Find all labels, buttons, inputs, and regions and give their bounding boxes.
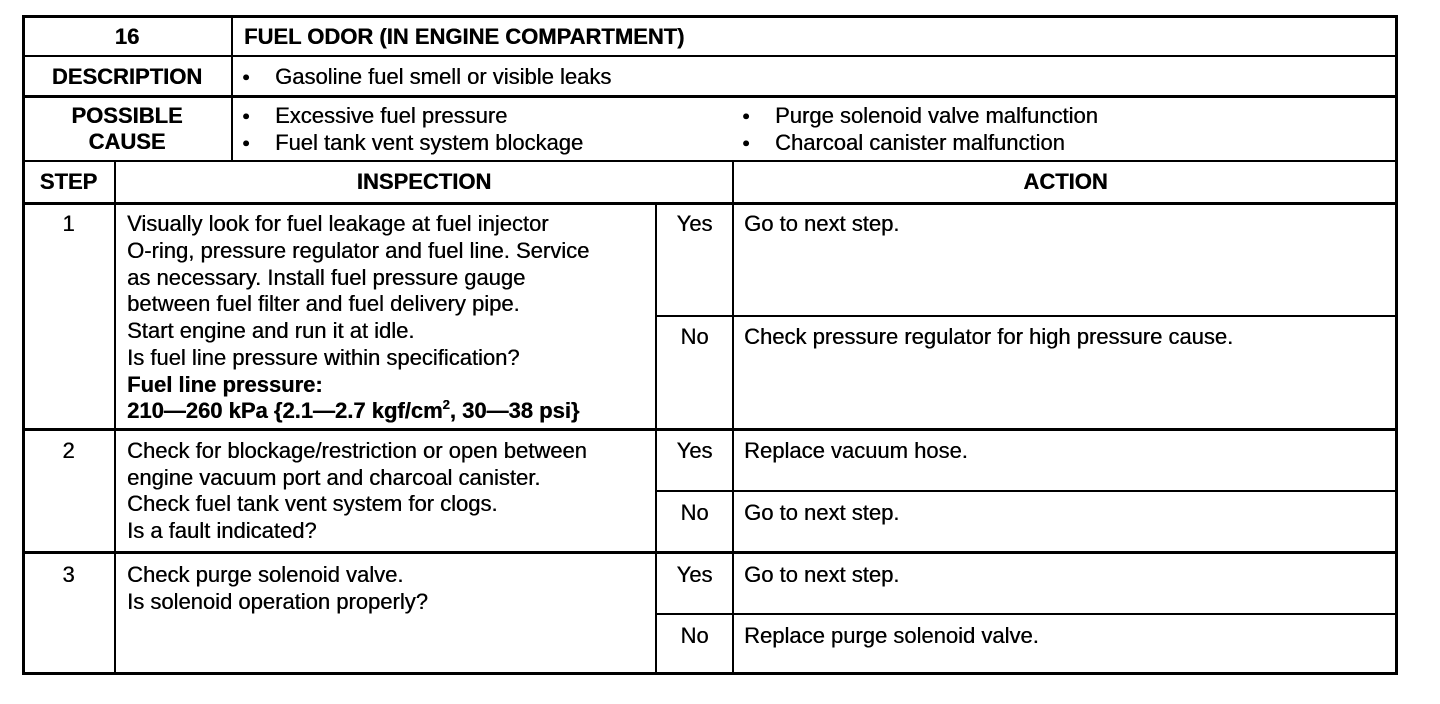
yes-label: Yes bbox=[676, 211, 713, 236]
rule-action-column bbox=[732, 160, 734, 675]
inspection-line: Is a fault indicated? bbox=[127, 518, 317, 543]
inspection-line: Start engine and run it at idle. bbox=[127, 318, 415, 343]
spec-value-main: 210—260 kPa {2.1—2.7 kgf/cm bbox=[127, 398, 443, 423]
step-number: 1 bbox=[62, 211, 75, 236]
inspection-line: O-ring, pressure regulator and fuel line. Service bbox=[127, 238, 590, 263]
rule-header-bottom bbox=[22, 55, 1398, 57]
yes-action: Replace vacuum hose. bbox=[744, 438, 968, 463]
inspection-line: Is solenoid operation properly? bbox=[127, 589, 428, 614]
cause-item: ● Purge solenoid valve malfunction bbox=[775, 103, 1098, 129]
no-label: No bbox=[680, 324, 709, 349]
column-step-heading: STEP bbox=[39, 169, 98, 194]
no-action: Go to next step. bbox=[744, 500, 900, 525]
no-label: No bbox=[680, 500, 709, 525]
cause-item: ● Fuel tank vent system blockage bbox=[275, 130, 583, 156]
rule-cause-bottom bbox=[22, 160, 1398, 162]
rule-step-column bbox=[114, 160, 116, 675]
spec-value-superscript: 2 bbox=[442, 397, 450, 412]
inspection-line: Is fuel line pressure within specification? bbox=[127, 345, 520, 370]
rule-step3-mid bbox=[656, 613, 1398, 615]
inspection-line: Check purge solenoid valve. bbox=[127, 562, 404, 587]
inspection-line: Check fuel tank vent system for clogs. bbox=[127, 491, 498, 516]
rule-description-bottom bbox=[22, 95, 1398, 98]
header-title: FUEL ODOR (IN ENGINE COMPARTMENT) bbox=[244, 24, 685, 49]
no-action: Replace purge solenoid valve. bbox=[744, 623, 1039, 648]
yes-label: Yes bbox=[676, 562, 713, 587]
inspection-line: Visually look for fuel leakage at fuel injector bbox=[127, 211, 549, 236]
cause-item: ● Excessive fuel pressure bbox=[275, 103, 507, 129]
no-action: Check pressure regulator for high pressure cause. bbox=[744, 324, 1234, 349]
cause-item: ● Charcoal canister malfunction bbox=[775, 130, 1065, 156]
possible-cause-label-line2: CAUSE bbox=[88, 129, 166, 154]
step-number: 3 bbox=[62, 562, 75, 587]
description-item: ● Gasoline fuel smell or visible leaks bbox=[275, 64, 611, 90]
yes-label: Yes bbox=[676, 438, 713, 463]
rule-step2-mid bbox=[656, 490, 1398, 492]
step-number: 2 bbox=[62, 438, 75, 463]
description-label: DESCRIPTION bbox=[51, 64, 203, 89]
spec-value bbox=[127, 398, 579, 424]
rule-columns-bottom bbox=[22, 202, 1398, 205]
inspection-line: Check for blockage/restriction or open between bbox=[127, 438, 587, 463]
yes-action: Go to next step. bbox=[744, 211, 900, 236]
spec-label: Fuel line pressure: bbox=[127, 372, 323, 397]
inspection-line: between fuel filter and fuel delivery pipe. bbox=[127, 291, 520, 316]
rule-step1-mid bbox=[656, 315, 1398, 317]
rule-step2-bottom bbox=[22, 551, 1398, 554]
no-label: No bbox=[680, 623, 709, 648]
inspection-line: engine vacuum port and charcoal canister. bbox=[127, 465, 541, 490]
inspection-line: as necessary. Install fuel pressure gauge bbox=[127, 265, 526, 290]
column-inspection-heading: INSPECTION bbox=[356, 169, 492, 194]
possible-cause-label-line1: POSSIBLE bbox=[71, 103, 183, 128]
header-number: 16 bbox=[114, 24, 140, 49]
rule-step1-bottom bbox=[22, 428, 1398, 431]
spec-value-tail: , 30—38 psi} bbox=[449, 398, 580, 423]
yes-action: Go to next step. bbox=[744, 562, 900, 587]
column-action-heading: ACTION bbox=[1023, 169, 1108, 194]
